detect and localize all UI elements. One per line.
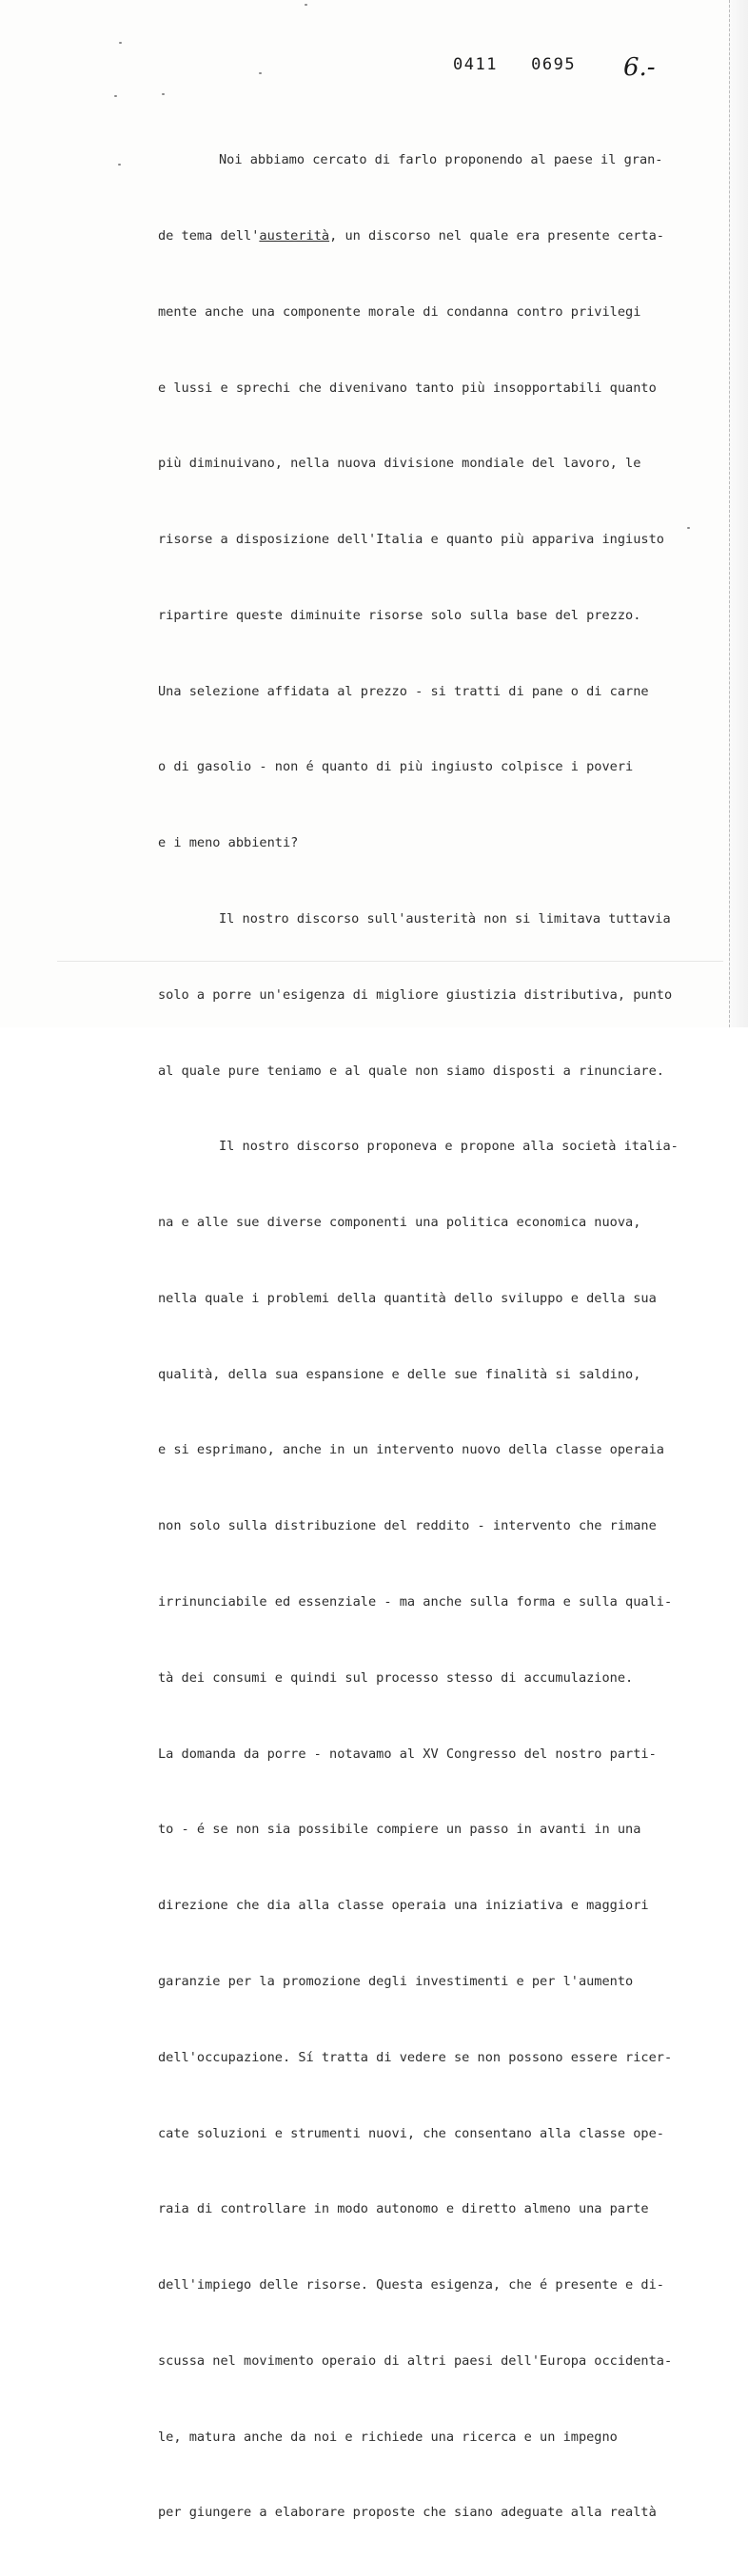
scan-speck — [118, 164, 121, 166]
text-line: Noi abbiamo cercato di farlo proponendo al paese il gran- — [219, 152, 663, 168]
scan-speck — [259, 72, 262, 74]
text-line: o di gasolio - non é quanto di più ingiusto colpisce i poveri — [158, 759, 634, 775]
text-line: La domanda da porre - notavamo al XV Congresso del nostro parti- — [158, 1746, 657, 1762]
scan-speck — [162, 93, 165, 95]
scan-rule — [57, 961, 723, 962]
text-line: nella quale i problemi della quantità dello sviluppo e della sua — [158, 1290, 657, 1306]
text-line: ripartire queste diminuite risorse solo sulla base del prezzo. — [158, 607, 641, 623]
handwritten-page-number: 6.- — [623, 53, 656, 82]
text-line: mente anche una componente morale di condanna contro privilegi — [158, 303, 641, 320]
text-line: non solo sulla distribuzione del reddito - intervento che rimane — [158, 1518, 657, 1534]
text-line: Una selezione affidata al prezzo - si tratti di pane o di carne — [158, 683, 649, 699]
text-line: cate soluzioni e strumenti nuovi, che consentano alla classe ope- — [158, 2125, 664, 2141]
text-line: raia di controllare in modo autonomo e diretto almeno una parte — [158, 2201, 649, 2217]
text-line: irrinunciabile ed essenziale - ma anche sulla forma e sulla quali- — [158, 1594, 673, 1610]
text-line: na e alle sue diverse componenti una politica economica nuova, — [158, 1215, 641, 1231]
scan-speck — [119, 42, 122, 44]
text-line: scussa nel movimento operaio di altri paesi dell'Europa occidenta- — [158, 2352, 673, 2369]
scan-speck — [687, 527, 690, 529]
scan-speck — [305, 4, 307, 6]
text-line: tà dei consumi e quindi sul processo stesso di accumulazione. — [158, 1669, 634, 1686]
binding-edge — [729, 0, 748, 1027]
text-line: direzione che dia alla classe operaia una iniziativa e maggiori — [158, 1898, 649, 1914]
text-line: e si esprimano, anche in un intervento nuovo della classe operaia — [158, 1442, 664, 1458]
text-line: to - é se non sia possibile compiere un passo in avanti in una — [158, 1822, 641, 1838]
document-code-number: 0411 0695 — [453, 55, 577, 74]
text-line: dell'impiego delle risorse. Questa esigenza, che é presente e di- — [158, 2277, 664, 2293]
text-line: per giungere a elaborare proposte che siano adeguate alla realtà — [158, 2505, 657, 2521]
typed-body-text — [158, 97, 691, 2576]
text-line: dell'occupazione. Sí tratta di vedere se non possono essere ricer- — [158, 2049, 673, 2065]
text-line: garanzie per la promozione degli investimenti e per l'aumento — [158, 1973, 634, 1989]
text-line: e i meno abbienti? — [158, 835, 299, 851]
text-line: più diminuivano, nella nuova divisione mondiale del lavoro, le — [158, 456, 641, 472]
text-line: de tema dell'austerità, un discorso nel quale era presente certa- — [158, 227, 664, 244]
text-line: Il nostro discorso proponeva e propone alla società italia- — [219, 1139, 679, 1155]
text-line: al quale pure teniamo e al quale non siamo disposti a rinunciare. — [158, 1063, 664, 1079]
text-line: qualità, della sua espansione e delle sue finalità si saldino, — [158, 1366, 641, 1382]
scan-speck — [114, 95, 117, 97]
text-line: Il nostro discorso sull'austerità non si limitava tuttavia — [219, 911, 671, 927]
text-line: le, matura anche da noi e richiede una ricerca e un impegno — [158, 2429, 618, 2445]
text-line: solo a porre un'esigenza di migliore giustizia distributiva, punto — [158, 986, 673, 1003]
text-line: e lussi e sprechi che divenivano tanto più insopportabili quanto — [158, 380, 657, 396]
text-line: risorse a disposizione dell'Italia e quanto più appariva ingiusto — [158, 532, 664, 548]
